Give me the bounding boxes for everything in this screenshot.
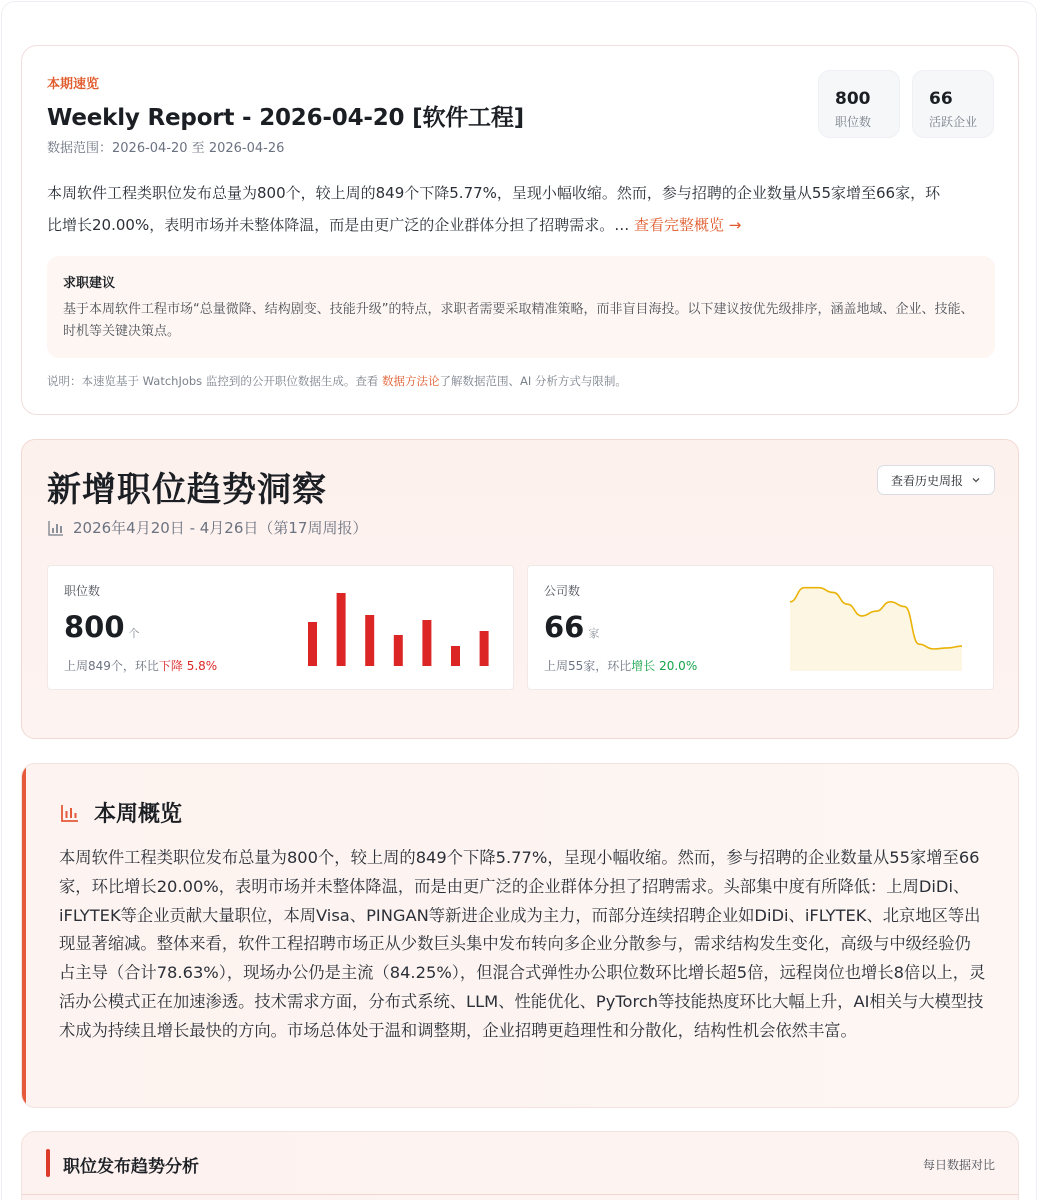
trend-title: 新增职位趋势洞察	[47, 470, 327, 510]
note-suffix: 了解数据范围、AI 分析方式与限制。	[439, 374, 627, 388]
date-range: 数据范围：2026-04-20 至 2026-04-26	[47, 141, 285, 156]
companies-unit: 家	[588, 627, 600, 640]
advice-title: 求职建议	[63, 276, 116, 291]
overview-card	[21, 45, 1019, 415]
summary-line-1: 本周软件工程类职位发布总量为800个，较上周的849个下降5.77%，呈现小幅收缩。然而，参与招聘的企业数量从55家增至66家，环	[47, 184, 941, 202]
jobs-metric-card	[47, 565, 514, 690]
divider	[22, 1194, 1018, 1195]
bar-mark	[422, 620, 431, 666]
trend-analysis-title: 职位发布趋势分析	[63, 1157, 199, 1177]
stat-jobs-label: 职位数	[835, 115, 872, 129]
summary-line-2	[47, 209, 995, 241]
jobs-value: 800	[64, 610, 125, 644]
methodology-note	[47, 373, 627, 389]
weekly-overview-title: 本周概览	[94, 802, 183, 827]
companies-metric-value	[544, 610, 599, 644]
bar-mark	[308, 622, 317, 666]
chevron-down-icon	[971, 475, 981, 485]
companies-compare	[544, 657, 697, 674]
overview-kicker: 本期速览	[47, 77, 100, 92]
read-more-link[interactable]: 查看完整概览 →	[633, 216, 742, 234]
section-marker	[46, 1149, 50, 1177]
jobs-unit: 个	[128, 627, 140, 640]
area-fill	[790, 588, 962, 671]
stat-jobs-value: 800	[835, 89, 871, 109]
weekly-overview-card	[21, 763, 1019, 1108]
report-title: Weekly Report - 2026-04-20 [软件工程]	[47, 105, 524, 131]
companies-metric-label: 公司数	[544, 584, 581, 598]
stat-jobs	[818, 70, 900, 138]
trend-subtitle-text: 2026年4月20日 - 4月26日（第17周周报）	[73, 519, 368, 537]
methodology-link[interactable]: 数据方法论	[382, 374, 440, 388]
companies-value: 66	[544, 610, 585, 644]
jobs-bar-sparkline	[303, 586, 493, 671]
weekly-overview-header	[60, 797, 182, 828]
weekly-overview-body: 本周软件工程类职位发布总量为800个，较上周的849个下降5.77%，呈现小幅收缩。然而，参与招聘的企业数量从55家增至66家，环比增长20.00%，表明市场并未整体降温，而是由更广泛的企业群体分担了招聘需求。头部集中度有所降低：上周DiDi、iFLYTEK等企业贡献大量职位，本周Visa、PINGAN等新进企业成为主力，而部分连续招聘企业如DiDi、iFLYTEK、北京地区等出现显著缩减。整体来看，软件工程招聘市场正从少数巨头集中发布转向多企业分散参与，需求结构发生变化，高级与中级经验仍占主导（合计78.63%），现场办公仍是主流（84.25%），但混合式弹性办公职位数环比增长超5倍，远程岗位也增长8倍以上，灵活办公模式正在加速渗透。技术需求方面，分布式系统、LLM、性能优化、PyTorch等技能热度环比大幅上升，AI相关与大模型技术成为持续且增长最快的方向。市场总体处于温和调整期，企业招聘更趋理性和分散化，结构性机会依然丰富。	[59, 848, 986, 1040]
bar-mark	[365, 615, 374, 666]
jobs-compare	[64, 657, 217, 674]
stat-companies	[912, 70, 994, 138]
accent-bar	[22, 764, 26, 1107]
bar-chart-icon	[60, 803, 80, 823]
overview-summary	[47, 177, 995, 241]
bar-mark	[480, 631, 489, 666]
advice-body: 基于本周软件工程市场“总量微降、结构剧变、技能升级”的特点，求职者需要采取精准策略，而非盲目海投。以下建议按优先级排序，涵盖地域、企业、技能、时机等关键决策点。	[63, 302, 974, 339]
trend-analysis-card	[21, 1131, 1019, 1200]
stat-companies-value: 66	[929, 89, 953, 109]
note-prefix: 说明：本速览基于 WatchJobs 监控到的公开职位数据生成。查看	[47, 374, 382, 388]
jobs-metric-value	[64, 610, 140, 644]
companies-area-sparkline	[790, 581, 968, 676]
summary-line-2-text: 比增长20.00%，表明市场并未整体降温，而是由更广泛的企业群体分担了招聘需求。…	[47, 216, 630, 234]
companies-compare-prefix: 上周55家，环比	[544, 659, 632, 673]
stat-companies-label: 活跃企业	[929, 115, 978, 129]
jobs-compare-prefix: 上周849个，环比	[64, 659, 159, 673]
companies-metric-card	[527, 565, 994, 690]
trend-subtitle	[47, 517, 367, 538]
advice-box	[47, 256, 995, 358]
history-report-button[interactable]	[877, 465, 995, 495]
trend-insight-card	[21, 439, 1019, 739]
bar-mark	[451, 646, 460, 666]
companies-change: 增长 20.0%	[631, 659, 698, 673]
daily-compare-label: 每日数据对比	[923, 1158, 996, 1172]
bar-mark	[394, 635, 403, 666]
bar-mark	[337, 593, 346, 666]
jobs-change: 下降 5.8%	[158, 659, 218, 673]
bar-chart-icon	[47, 519, 65, 537]
history-button-label: 查看历史周报	[890, 473, 963, 488]
jobs-metric-label: 职位数	[64, 584, 101, 598]
